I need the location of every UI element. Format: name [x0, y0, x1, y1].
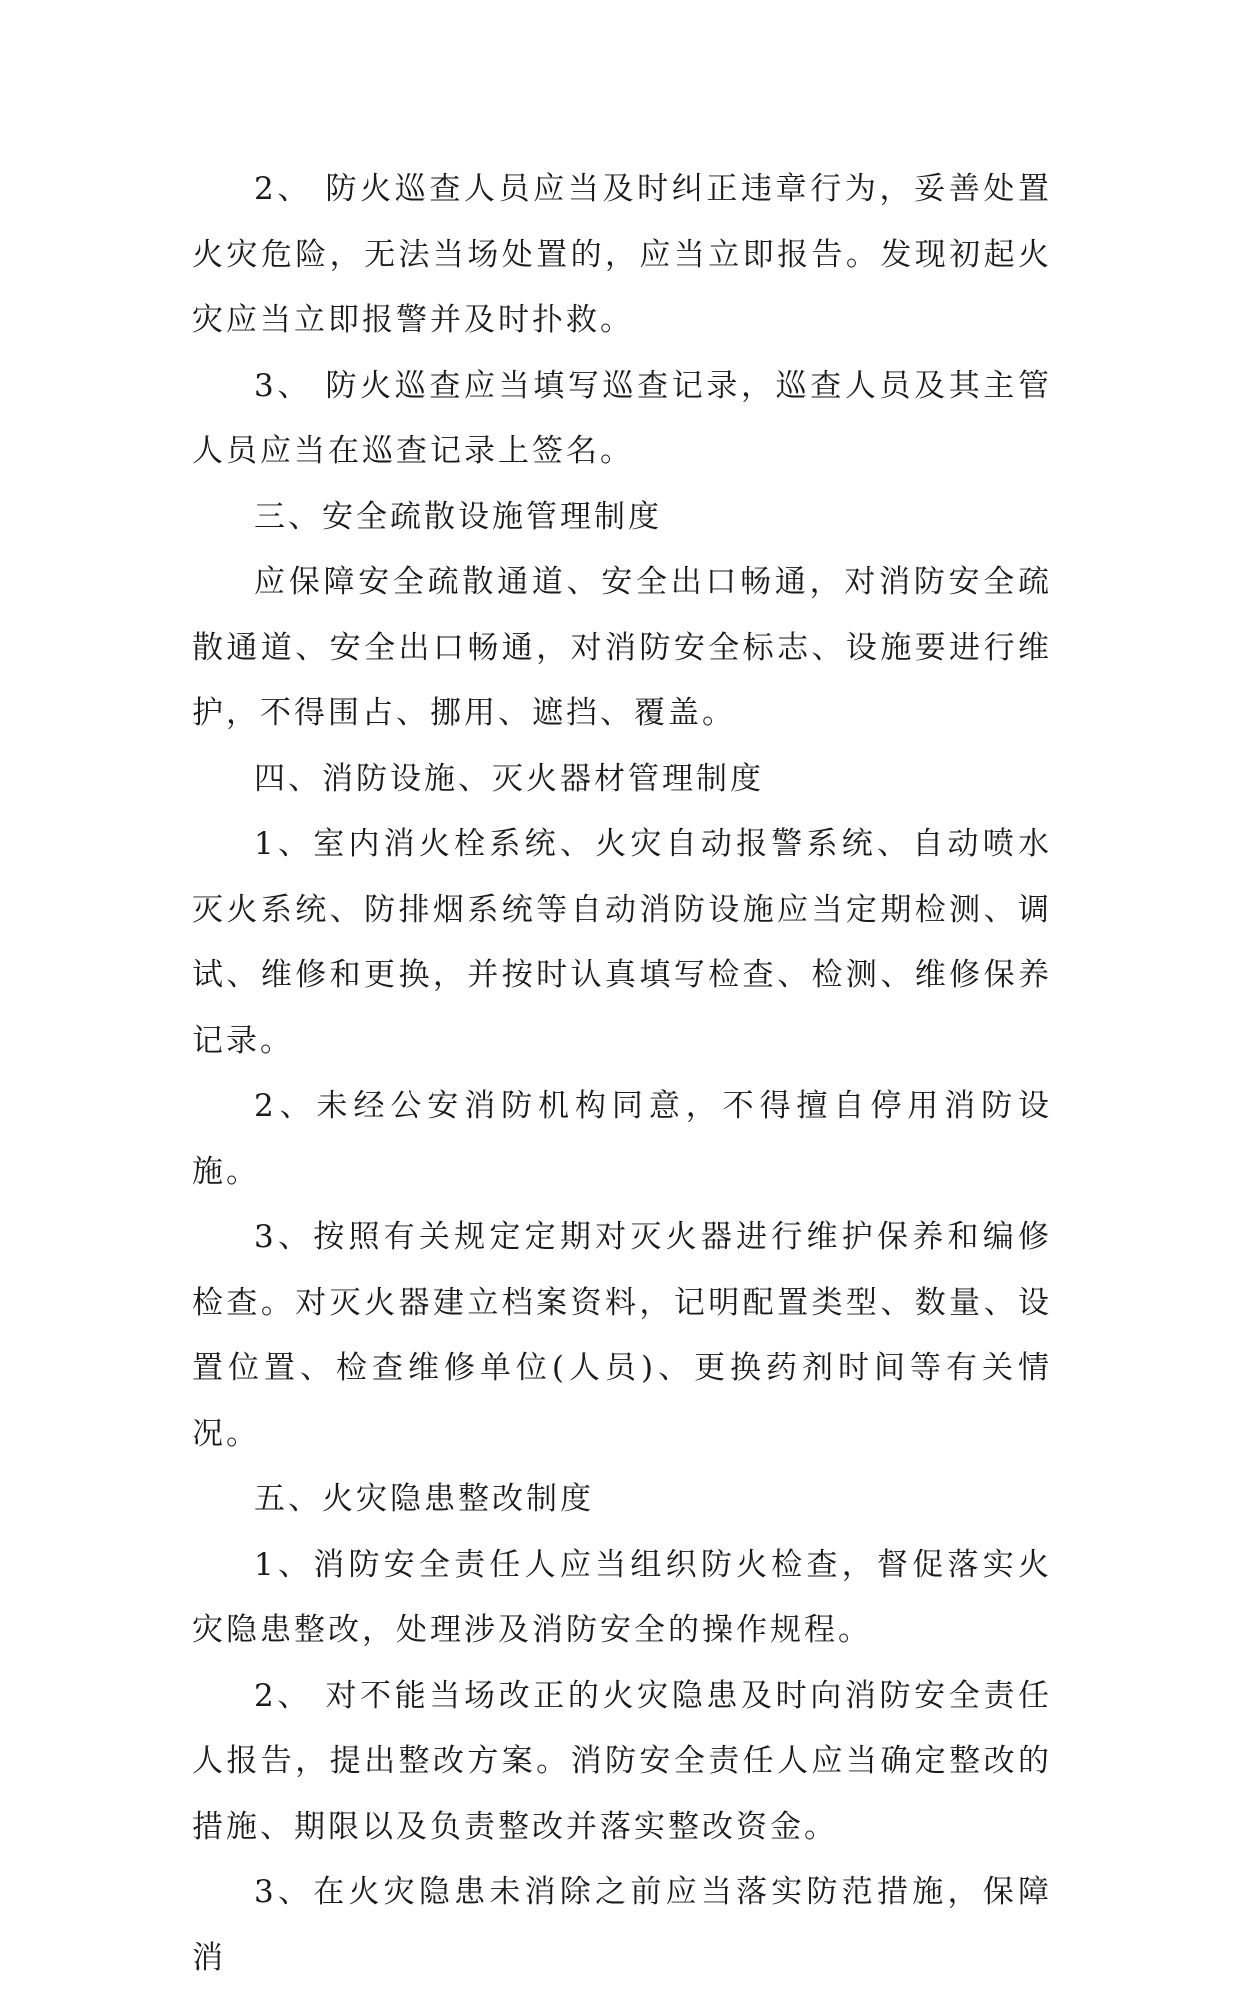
paragraph-patrol-correction: 2、 防火巡查人员应当及时纠正违章行为，妥善处置火灾危险，无法当场处置的，应当立即报告。发现初起火灾应当立即报警并及时扑救。: [192, 171, 1052, 338]
paragraph-hazard-report: 2、 对不能当场改正的火灾隐患及时向消防安全责任人报告，提出整改方案。消防安全责任人应当确定整改的措施、期限以及负责整改并落实整改资金。: [192, 1677, 1052, 1845]
document-body: [192, 157, 1052, 1991]
paragraph-hazard-inspection: 1、消防安全责任人应当组织防火检查，督促落实火灾隐患整改，处理涉及消防安全的操作规程。: [192, 1546, 1052, 1648]
paragraph-facility-stop: 2、未经公安消防机构同意，不得擅自停用消防设施。: [192, 1088, 1052, 1190]
paragraph-extinguisher-maintenance: 3、按照有关规定定期对灭火器进行维护保养和编修检查。对灭火器建立档案资料，记明配置类型、数量、设置位置、检查维修单位(人员)、更换药剂时间等有关情况。: [192, 1219, 1052, 1452]
paragraph-hazard-precautions: 3、在火灾隐患未消除之前应当落实防范措施，保障消: [192, 1874, 1052, 1976]
paragraph-patrol-record: 3、 防火巡查应当填写巡查记录，巡查人员及其主管人员应当在巡查记录上签名。: [192, 367, 1052, 469]
section-heading-fire-facilities: 四、消防设施、灭火器材管理制度: [254, 760, 764, 797]
section-heading-hazard-rectification: 五、火灾隐患整改制度: [254, 1481, 594, 1517]
paragraph-facility-inspection: 1、室内消火栓系统、火灾自动报警系统、自动喷水灭火系统、防排烟系统等自动消防设施应当定期检测、调试、维修和更换，并按时认真填写检查、检测、维修保养记录。: [192, 826, 1052, 1059]
paragraph-evacuation-routes: 应保障安全疏散通道、安全出口畅通，对消防安全疏散通道、安全出口畅通，对消防安全标志、设施要进行维护，不得围占、挪用、遮挡、覆盖。: [192, 564, 1052, 731]
section-heading-evacuation: 三、安全疏散设施管理制度: [254, 498, 662, 535]
